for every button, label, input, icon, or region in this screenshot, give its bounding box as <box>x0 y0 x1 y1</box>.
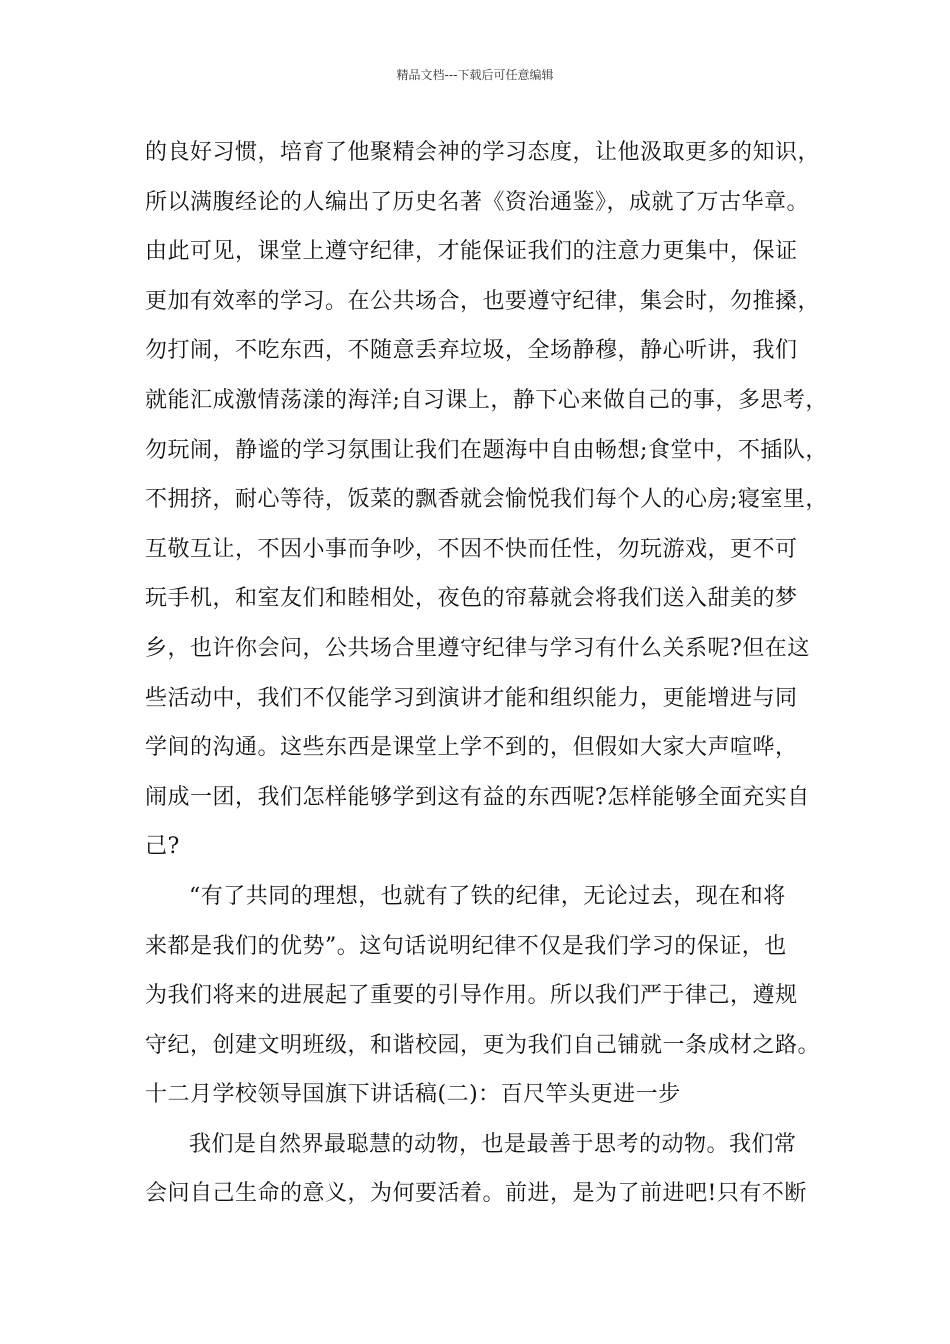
page-header: 精品文档---下载后可任意编辑 <box>396 68 554 82</box>
text-line: 勿玩闹，静谧的学习氛围让我们在题海中自由畅想;食堂中，不插队， <box>145 437 828 463</box>
text-line: 的良好习惯，培育了他聚精会神的学习态度，让他汲取更多的知识， <box>145 140 821 165</box>
text-line: 勿打闹，不吃东西，不随意丢弃垃圾，全场静穆，静心听讲，我们 <box>145 338 798 364</box>
paragraph-start-line: “有了共同的理想，也就有了铁的纪律，无论过去，现在和将 <box>189 883 786 909</box>
text-line: 由此可见，课堂上遵守纪律，才能保证我们的注意力更集中，保证 <box>145 239 798 265</box>
section-heading: 十二月学校领导国旗下讲话稿(二)：百尺竿头更进一步 <box>145 1082 681 1108</box>
text-line: 会问自己生命的意义，为何要活着。前进，是为了前进吧!只有不断 <box>145 1181 807 1207</box>
text-line: 玩手机，和室友们和睦相处，夜色的帘幕就会将我们送入甜美的梦 <box>145 586 798 612</box>
paragraph-start-line: 我们是自然界最聪慧的动物，也是最善于思考的动物。我们常 <box>189 1131 797 1157</box>
text-line: 不拥挤，耐心等待，饭菜的飘香就会愉悦我们每个人的心房;寝室里， <box>145 487 828 513</box>
text-line: 来都是我们的优势”。这句话说明纪律不仅是我们学习的保证，也 <box>145 933 787 959</box>
text-line: 互敬互让，不因小事而争吵，不因不快而任性，勿玩游戏，更不可 <box>145 536 798 562</box>
text-line: 些活动中，我们不仅能学习到演讲才能和组织能力，更能增进与同 <box>145 685 798 711</box>
text-line: 为我们将来的进展起了重要的引导作用。所以我们严于律己，遵规 <box>145 983 798 1009</box>
document-body <box>145 128 828 1219</box>
text-line: 更加有效率的学习。在公共场合，也要遵守纪律，集会时，勿推搡， <box>145 288 821 314</box>
text-line: 所以满腹经论的人编出了历史名著《资治通鉴》，成就了万古华章。 <box>145 189 810 215</box>
text-line: 就能汇成激情荡漾的海洋;自习课上，静下心来做自己的事，多思考， <box>145 387 828 413</box>
text-line: 乡，也许你会问，公共场合里遵守纪律与学习有什么关系呢?但在这 <box>145 635 810 661</box>
text-line: 学间的沟通。这些东西是课堂上学不到的，但假如大家大声喧哗， <box>145 735 798 761</box>
text-line: 己? <box>145 834 180 860</box>
text-line: 闹成一团，我们怎样能够学到这有益的东西呢?怎样能够全面充实自 <box>145 784 810 810</box>
text-line: 守纪，创建文明班级，和谐校园，更为我们自己铺就一条成材之路。 <box>145 1032 821 1058</box>
